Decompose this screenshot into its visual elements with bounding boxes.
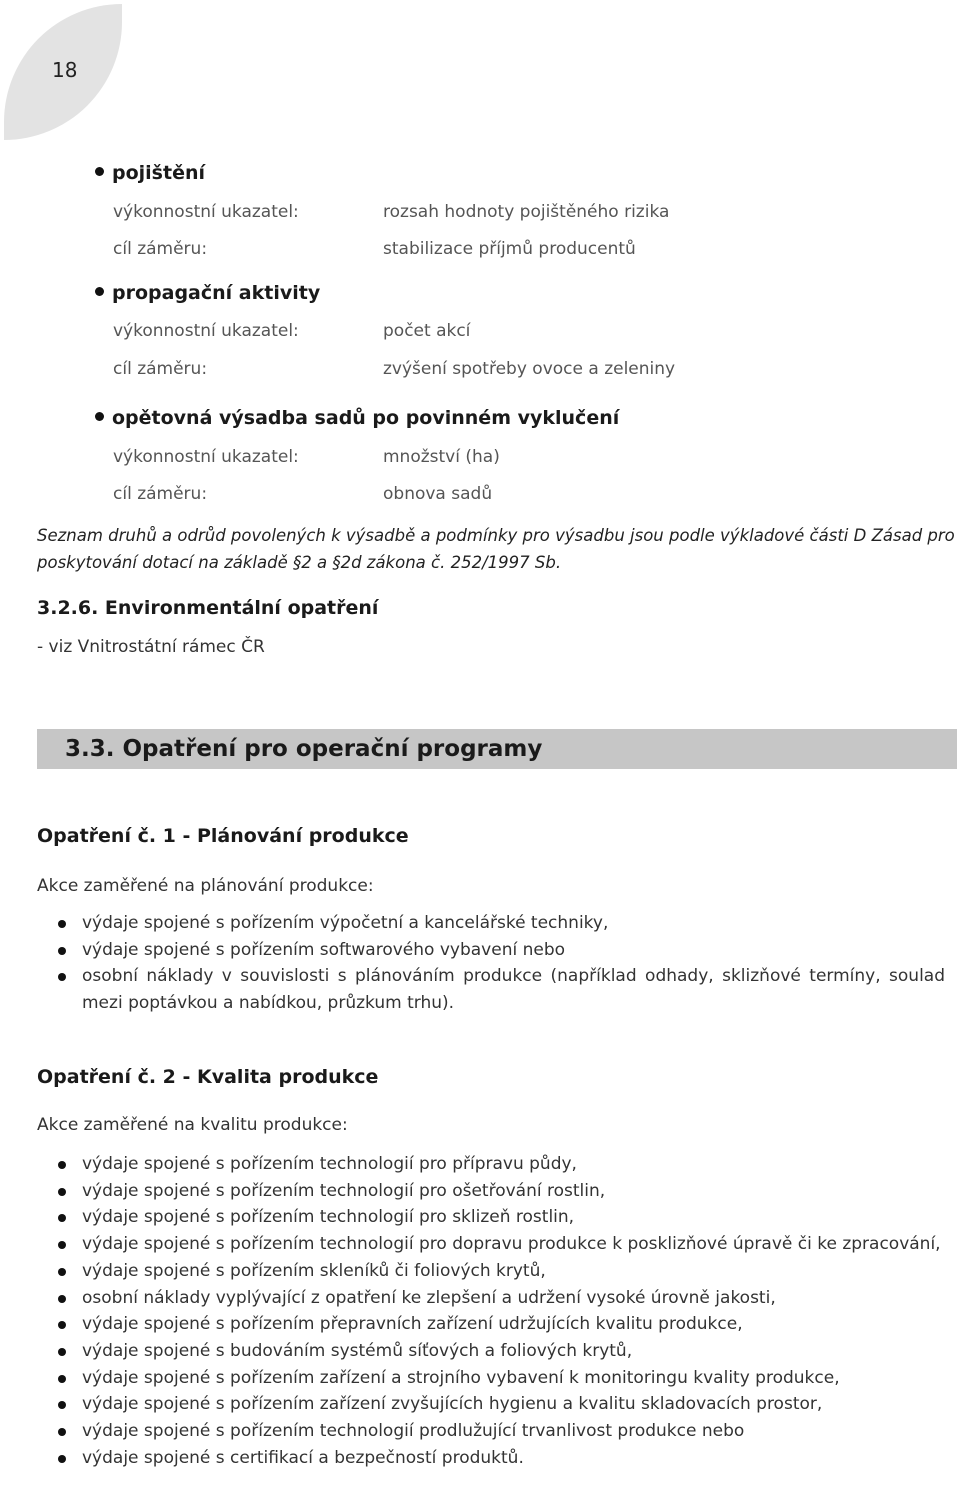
list-item: výdaje spojené s pořízením technologií pro dopravu produkce k posklizňové úpravě či ke zpracování, (55, 1231, 945, 1258)
list-item: výdaje spojené s budováním systémů síťových a foliových krytů, (55, 1338, 945, 1365)
measure-3-label-goal: cíl záměru: (113, 484, 208, 504)
measure-2-label-indicator: výkonnostní ukazatel: (113, 321, 299, 341)
section-326-text: - viz Vnitrostátní rámec ČR (37, 637, 265, 657)
list-item: výdaje spojené s pořízením technologií pro ošetřování rostlin, (55, 1178, 945, 1205)
measure-1-value-indicator: rozsah hodnoty pojištěného rizika (383, 202, 670, 222)
list-item: výdaje spojené s certifikací a bezpečností produktů. (55, 1445, 945, 1472)
measure-3-value-indicator: množství (ha) (383, 447, 500, 467)
measure-pojisteni-title: pojištění (95, 162, 205, 184)
section-326-heading: 3.2.6. Environmentální opatření (37, 597, 379, 619)
page-number: 18 (52, 58, 78, 82)
measure-1-label-indicator: výkonnostní ukazatel: (113, 202, 299, 222)
opatreni-2-intro: Akce zaměřené na kvalitu produkce: (37, 1115, 348, 1135)
measure-2-value-indicator: počet akcí (383, 321, 471, 341)
measure-1-label-goal: cíl záměru: (113, 239, 208, 259)
measure-3-value-goal: obnova sadů (383, 484, 493, 504)
opatreni-1-heading: Opatření č. 1 - Plánování produkce (37, 825, 409, 847)
bullet-icon (95, 412, 104, 421)
list-item: osobní náklady v souvislosti s plánováním produkce (například odhady, sklizňové termíny, soulad mezi poptávkou a nabídkou, průzkum trhu). (55, 963, 945, 1016)
measure-3-label-indicator: výkonnostní ukazatel: (113, 447, 299, 467)
measure-1-value-goal: stabilizace příjmů producentů (383, 239, 636, 259)
list-item: výdaje spojené s pořízením softwarového vybavení nebo (55, 937, 945, 964)
bullet-icon (95, 167, 104, 176)
bullet-icon (95, 287, 104, 296)
section-33-heading: 3.3. Opatření pro operační programy (65, 736, 543, 762)
list-item: výdaje spojené s pořízením přepravních zařízení udržujících kvalitu produkce, (55, 1311, 945, 1338)
measure-propagace-title: propagační aktivity (95, 282, 320, 304)
measure-2-label-goal: cíl záměru: (113, 359, 208, 379)
list-item: výdaje spojené s pořízením skleníků či foliových krytů, (55, 1258, 945, 1285)
list-item: výdaje spojené s pořízením technologií pro přípravu půdy, (55, 1151, 945, 1178)
opatreni-2-list (55, 1151, 945, 1471)
opatreni-1-list (55, 910, 945, 1017)
opatreni-1-intro: Akce zaměřené na plánování produkce: (37, 876, 374, 896)
list-item: výdaje spojené s pořízením technologií pro sklizeň rostlin, (55, 1204, 945, 1231)
measure-2-value-goal: zvýšení spotřeby ovoce a zeleniny (383, 359, 676, 379)
measure-vysadba-title: opětovná výsadba sadů po povinném vyklučení (95, 407, 619, 429)
section-33-banner (37, 729, 957, 769)
list-item: výdaje spojené s pořízením zařízení a strojního vybavení k monitoringu kvality produkce, (55, 1365, 945, 1392)
list-item: výdaje spojené s pořízením zařízení zvyšujících hygienu a kvalitu skladovacích prostor, (55, 1391, 945, 1418)
varieties-note: Seznam druhů a odrůd povolených k výsadbě a podmínky pro výsadbu jsou podle výkladové části D Zásad pro poskytování dotací na základě §2 a §2d zákona č. 252/1997 Sb. (37, 526, 955, 572)
opatreni-2-heading: Opatření č. 2 - Kvalita produkce (37, 1066, 379, 1088)
list-item: výdaje spojené s pořízením výpočetní a kancelářské techniky, (55, 910, 945, 937)
list-item: osobní náklady vyplývající z opatření ke zlepšení a udržení vysoké úrovně jakosti, (55, 1285, 945, 1312)
list-item: výdaje spojené s pořízením technologií prodlužující trvanlivost produkce nebo (55, 1418, 945, 1445)
